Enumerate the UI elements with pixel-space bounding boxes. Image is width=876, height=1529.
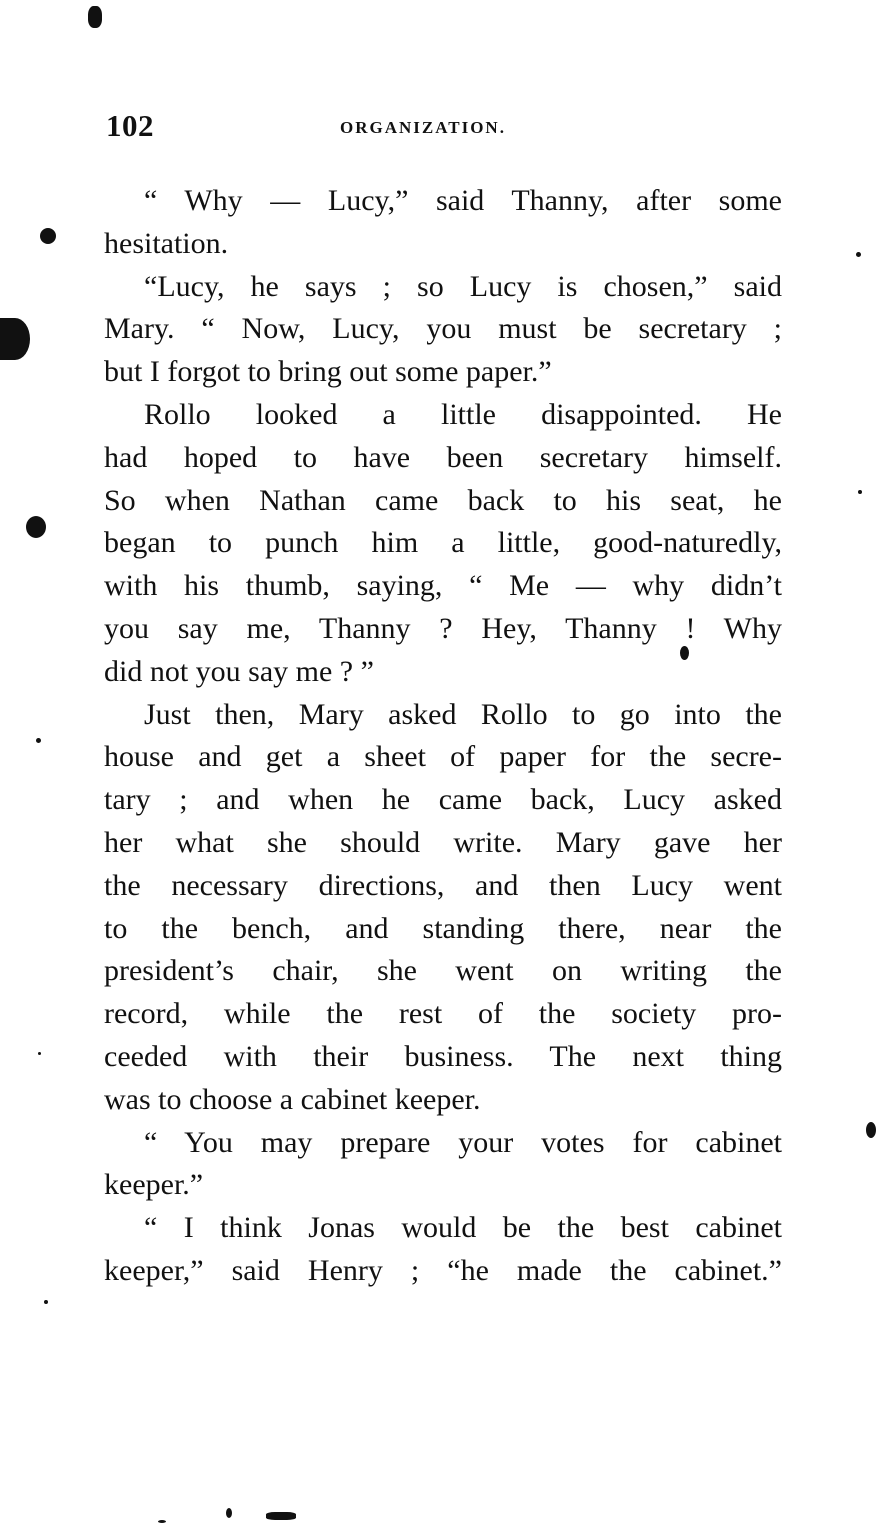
ink-speck — [38, 1052, 41, 1055]
text-line: Mary. “ Now, Lucy, you must be secretary ; — [104, 312, 782, 346]
text-line: keeper,” said Henry ; “he made the cabinet.” — [104, 1253, 782, 1287]
ink-speck — [0, 318, 30, 360]
text-line: record, while the rest of the society pro- — [104, 997, 782, 1031]
text-line: had hoped to have been secretary himself. — [104, 440, 782, 474]
text-line: began to punch him a little, good-naturedly, — [104, 526, 782, 560]
page-header — [106, 108, 782, 148]
text-line: “ I think Jonas would be the best cabinet — [144, 1211, 782, 1245]
text-line: with his thumb, saying, “ Me — why didn’t — [104, 569, 782, 603]
text-line: tary ; and when he came back, Lucy asked — [104, 783, 782, 817]
text-line: “ Why — Lucy,” said Thanny, after some — [144, 184, 782, 217]
body-text — [104, 180, 782, 1293]
ink-speck — [44, 1300, 48, 1304]
ink-speck — [26, 516, 46, 538]
text-line: So when Nathan came back to his seat, he — [104, 483, 782, 517]
ink-speck — [858, 490, 862, 494]
text-line: ceeded with their business. The next thing — [104, 1039, 782, 1073]
text-line: hesitation. — [104, 226, 229, 260]
ink-speck — [266, 1512, 296, 1520]
text-line: her what she should write. Mary gave her — [104, 825, 782, 859]
running-head: ORGANIZATION. — [340, 118, 506, 137]
ink-speck — [36, 738, 41, 743]
page-number: 102 — [106, 108, 154, 143]
text-line: you say me, Thanny ? Hey, Thanny ! Why — [104, 611, 782, 645]
text-line: but I forgot to bring out some paper.” — [104, 355, 552, 389]
text-line: president’s chair, she went on writing the — [104, 954, 782, 988]
text-line: “Lucy, he says ; so Lucy is chosen,” said — [144, 269, 782, 303]
ink-speck — [226, 1508, 232, 1518]
ink-speck — [88, 6, 102, 28]
text-line: was to choose a cabinet keeper. — [104, 1082, 481, 1116]
ink-speck — [866, 1122, 876, 1138]
ink-speck — [158, 1520, 166, 1523]
ink-speck — [40, 228, 56, 244]
text-line: did not you say me ? ” — [104, 654, 374, 688]
ink-speck — [680, 646, 689, 660]
text-line: the necessary directions, and then Lucy went — [104, 868, 782, 902]
text-line: Rollo looked a little disappointed. He — [144, 397, 782, 431]
text-line: Just then, Mary asked Rollo to go into the — [144, 697, 782, 731]
text-line: “ You may prepare your votes for cabinet — [144, 1125, 782, 1159]
text-line: to the bench, and standing there, near the — [104, 911, 782, 945]
ink-speck — [856, 252, 861, 257]
text-line: keeper.” — [104, 1168, 204, 1202]
text-line: house and get a sheet of paper for the secre- — [104, 740, 782, 774]
